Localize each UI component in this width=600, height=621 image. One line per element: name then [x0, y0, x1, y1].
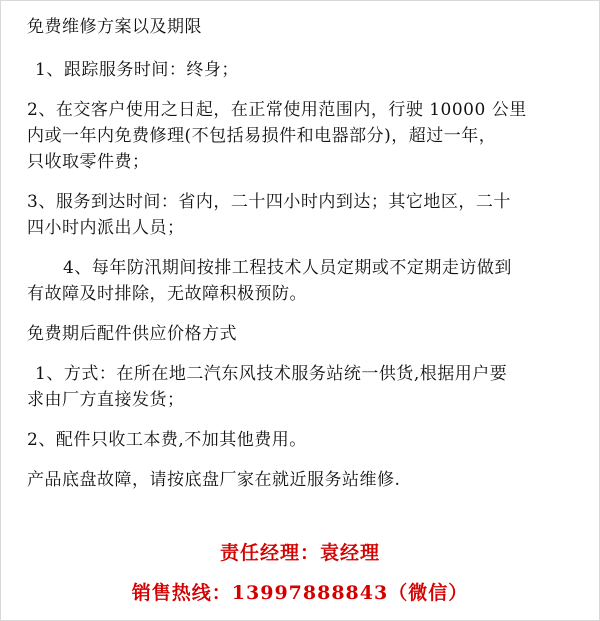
- chassis-fault-note: 产品底盘故障，请按底盘厂家在就近服务站维修.: [27, 470, 401, 490]
- responsible-manager: 责任经理：袁经理: [219, 542, 380, 564]
- parts-cost-item: 2、配件只收工本费,不加其他费用。: [27, 430, 307, 450]
- parts-pricing-heading: 免费期后配件供应价格方式: [27, 324, 237, 344]
- flood-season-visit-line: 有故障及时排除，无故障积极预防。: [27, 284, 307, 304]
- arrival-time-item: [27, 189, 587, 241]
- flood-season-visit-item: [27, 255, 587, 307]
- free-repair-terms-line: 内或一年内免费修理(不包括易损件和电器部分)，超过一年，: [27, 126, 497, 146]
- free-repair-heading: 免费维修方案以及期限: [27, 17, 202, 37]
- flood-season-visit-line: 4、每年防汛期间按排工程技术人员定期或不定期走访做到: [63, 258, 512, 278]
- free-repair-terms-item: [27, 97, 587, 175]
- free-repair-terms-line: 2、在交客户使用之日起，在正常使用范围内，行驶 10000 公里: [27, 100, 527, 120]
- sales-hotline: 销售热线：13997888843（微信）: [131, 582, 469, 604]
- parts-supply-method-line: 求由厂方直接发货；: [27, 390, 185, 410]
- document-body: [27, 14, 587, 493]
- parts-supply-method-item: [27, 361, 587, 413]
- arrival-time-line: 3、服务到达时间：省内，二十四小时内到达；其它地区，二十: [27, 192, 511, 212]
- arrival-time-line: 四小时内派出人员；: [27, 218, 185, 238]
- free-repair-terms-line: 只收取零件费；: [27, 152, 150, 172]
- service-duration-item: 1、跟踪服务时间：终身；: [35, 60, 239, 80]
- parts-supply-method-line: 1、方式：在所在地二汽东风技术服务站统一供货,根据用户要: [35, 364, 508, 384]
